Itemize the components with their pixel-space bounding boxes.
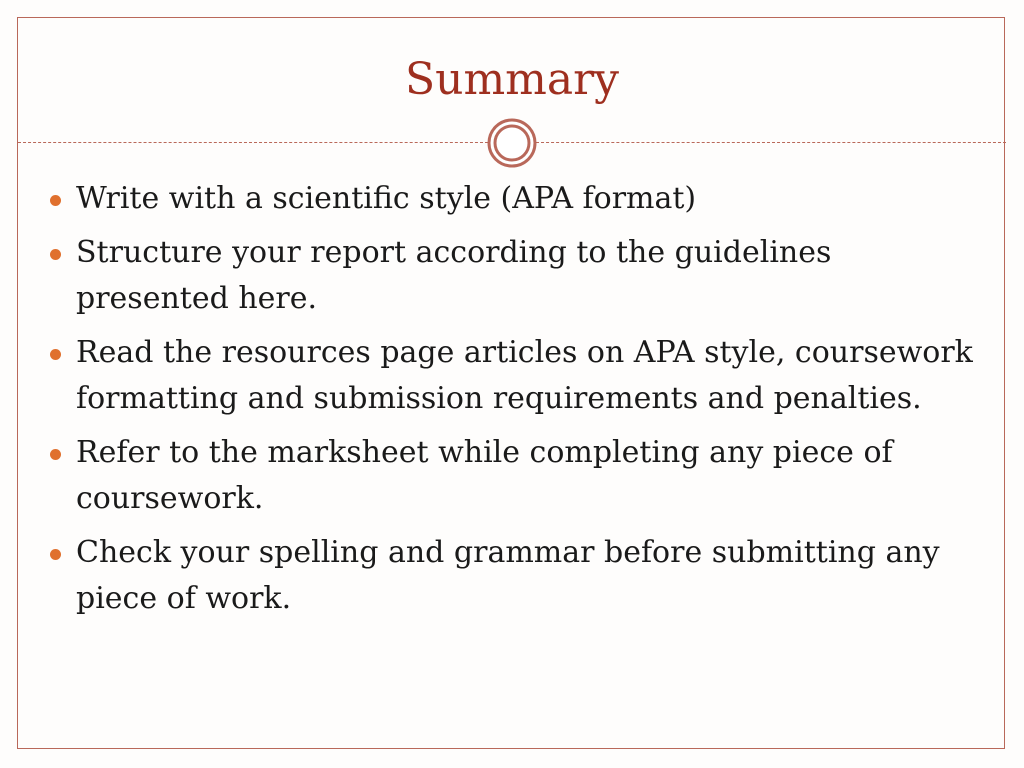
bullet-item: [50, 176, 990, 222]
bullet-item: [50, 530, 990, 622]
bullet-text: Refer to the marksheet while completing any piece of coursework.: [76, 435, 893, 516]
title-divider-left: [18, 142, 488, 143]
bullet-item: [50, 430, 990, 522]
bullet-item: [50, 230, 990, 322]
bullet-list: [50, 176, 990, 630]
bullet-text: Read the resources page articles on APA style, coursework formatting and submission requirements and penalties.: [76, 335, 973, 416]
bullet-dot-icon: [50, 349, 61, 360]
bullet-text: Write with a scientific style (APA format): [76, 181, 697, 216]
bullet-dot-icon: [50, 195, 61, 206]
title-divider-right: [536, 142, 1006, 143]
bullet-text: Check your spelling and grammar before submitting any piece of work.: [76, 535, 940, 616]
double-ring-ornament-icon: [486, 117, 538, 169]
bullet-dot-icon: [50, 549, 61, 560]
slide-title: Summary: [404, 54, 620, 105]
bullet-text: Structure your report according to the guidelines presented here.: [76, 235, 832, 316]
bullet-dot-icon: [50, 249, 61, 260]
bullet-item: [50, 330, 990, 422]
bullet-dot-icon: [50, 449, 61, 460]
